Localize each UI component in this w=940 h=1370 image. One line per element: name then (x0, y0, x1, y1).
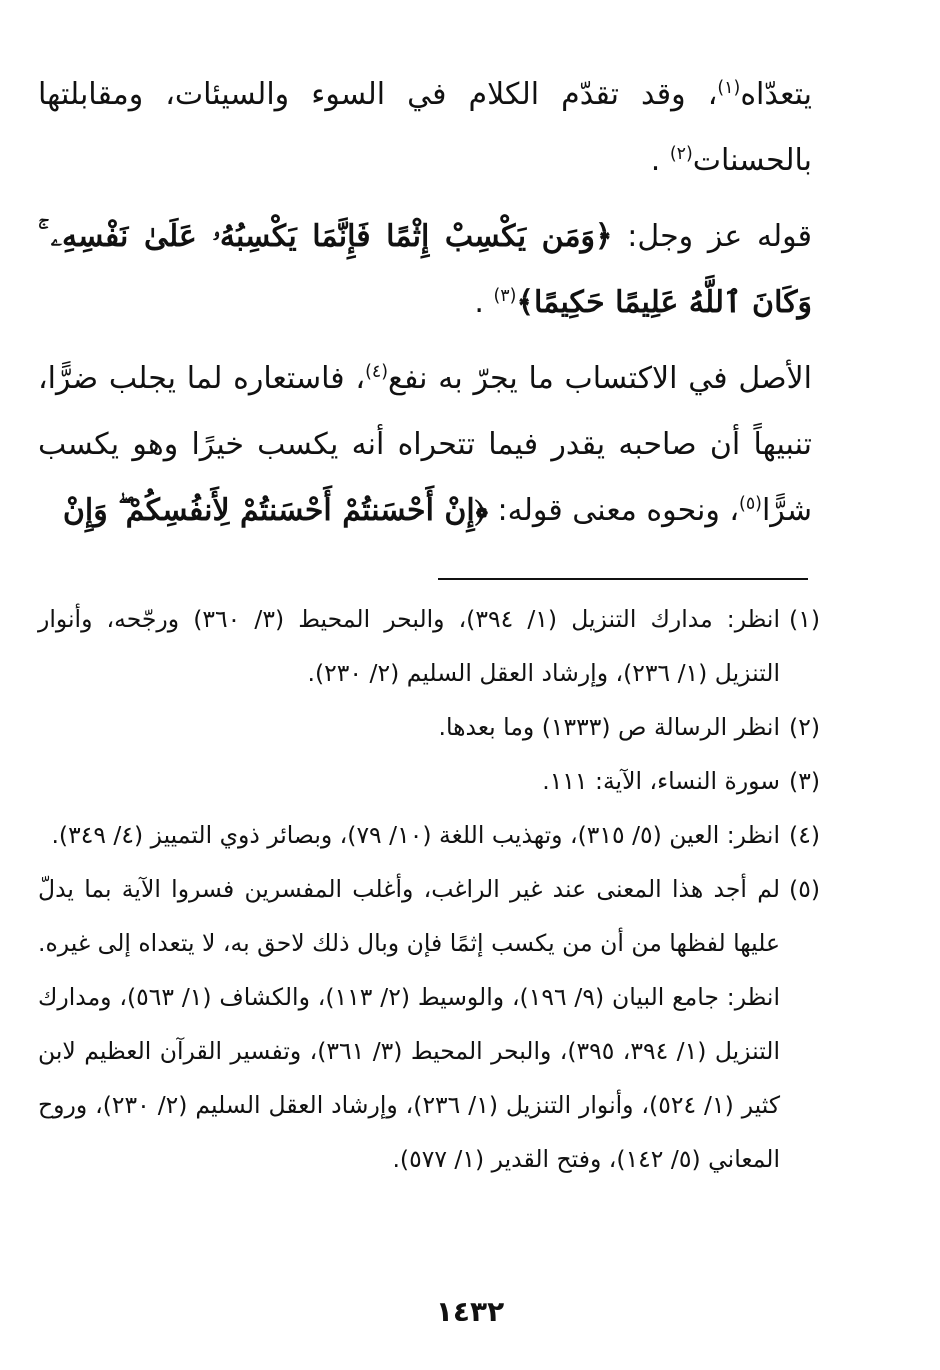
footnote-number: (٢) (789, 713, 820, 741)
footnote (38, 862, 820, 1186)
paragraph (38, 62, 812, 194)
paragraph-intro: قوله عز وجل: (612, 219, 813, 254)
paragraph-text: الأصل في الاكتساب ما يجرّ به نفع (388, 361, 813, 396)
footnote (38, 592, 820, 700)
footnote-ref: (٥) (739, 494, 762, 514)
paragraph-text: ، وقد تقدّم الكلام في السوء والسيئات، ومقابلتها بالحسنات (38, 77, 812, 178)
footnote-number: (١) (789, 605, 820, 633)
main-text (38, 62, 812, 544)
footnote (38, 754, 820, 808)
footnote-number: (٥) (789, 875, 820, 903)
page-number: ١٤٣٢ (435, 1295, 505, 1328)
footnote-ref: (٣) (493, 286, 517, 306)
paragraph-end: . (474, 285, 494, 320)
footnotes (38, 592, 820, 1186)
paragraph (38, 204, 812, 336)
footnote-ref: (٤) (365, 362, 389, 382)
footnote-divider (438, 578, 808, 580)
footnote-text: انظر: مدارك التنزيل (١/ ٣٩٤)، والبحر المحيط (٣/ ٣٦٠) ورجّحه، وأنوار التنزيل (١/ ٢٣٦)، وإرشاد العقل السليم (٢/ ٢٣٠). (38, 605, 781, 687)
quran-verse: ﴿وَمَن يَكْسِبْ إِثْمًا فَإِنَّمَا يَكْسِبُهُۥ عَلَىٰ نَفْسِهِۦ ۚ وَكَانَ ٱللَّهُ عَلِيمًا حَكِيمًا﴾ (38, 219, 812, 320)
paragraph-text: يتعدّاه (740, 77, 812, 112)
footnote-ref: (٢) (669, 144, 693, 164)
footnote-number: (٤) (789, 821, 820, 849)
footnote (38, 808, 820, 862)
footnote-text: لم أجد هذا المعنى عند غير الراغب، وأغلب المفسرين فسروا الآية بما يدلّ عليها لفظها من أن من يكسب إثمًا فإن وبال ذلك لاحق به، لا يتعداه إلى غيره. انظر: جامع البيان (٩/ ١٩٦)، والوسيط (٢/ ١١٣)، والكشاف (١/ ٥٦٣)، ومدارك التنزيل (١/ ٣٩٤، ٣٩٥)، والبحر المحيط (٣/ ٣٦١)، وتفسير القرآن العظيم لابن كثير (١/ ٥٢٤)، وأنوار التنزيل (١/ ٢٣٦)، وإرشاد العقل السليم (٢/ ٢٣٠)، وروح المعاني (٥/ ١٤٢)، وفتح القدير (١/ ٥٧٧). (38, 875, 781, 1173)
paragraph-text: ، فاستعاره لما يجلب ضرًّا، تنبيهاً أن صاحبه يقدر فيما تتحراه أنه يكسب خيرًا وهو يكسب شرًّا (38, 361, 812, 528)
footnote-text: انظر الرسالة ص (١٣٣٣) وما بعدها. (438, 713, 780, 741)
footnote-text: انظر: العين (٥/ ٣١٥)، وتهذيب اللغة (١٠/ ٧٩)، وبصائر ذوي التمييز (٤/ ٣٤٩). (51, 821, 780, 849)
paragraph (38, 346, 812, 544)
footnote-text: سورة النساء، الآية: ١١١. (542, 767, 780, 795)
paragraph-text: ، ونحوه معنى قوله: (488, 493, 740, 528)
quran-verse: ﴿إِنْ أَحْسَنتُمْ أَحْسَنتُمْ لِأَنفُسِكُمْ ۖ وَإِنْ (62, 493, 489, 528)
footnote-number: (٣) (789, 767, 820, 795)
footnote (38, 700, 820, 754)
paragraph-end: . (650, 143, 670, 178)
footnote-ref: (١) (717, 78, 741, 98)
